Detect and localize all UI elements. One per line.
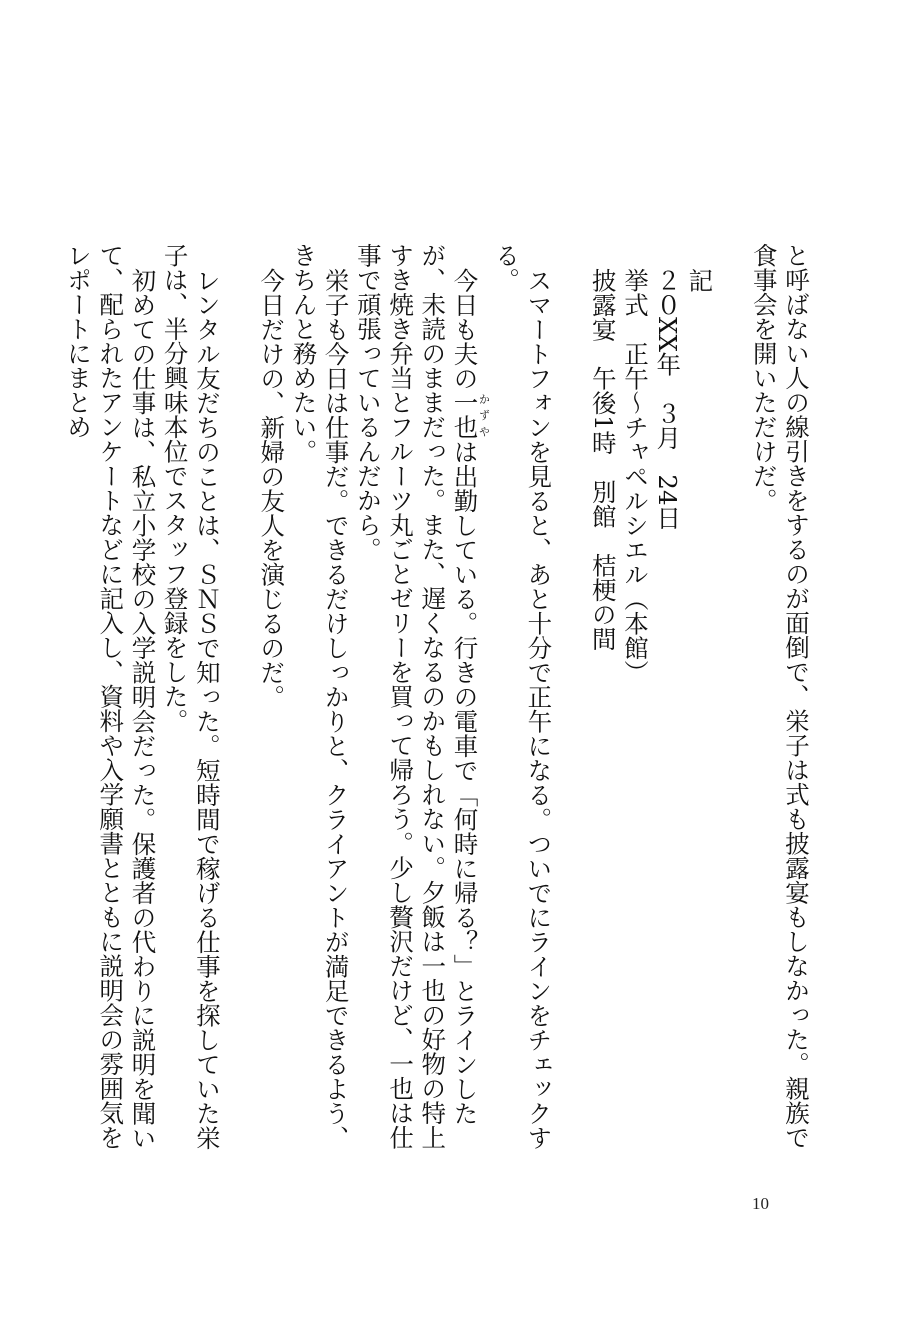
paragraph-work: 栄子も今日は仕事だ。できるだけしっかりと、クライアントが満足できるよう、きちんと務めたい。 <box>289 243 351 1150</box>
ruby-kazuya <box>450 390 491 439</box>
paragraph-rental-friend: レンタル友だちのことは、ＳＮＳで知った。短時間で稼げる仕事を探していた栄子は、半分興味本位でスタッフ登録をした。 <box>160 243 222 1150</box>
notice-ceremony: 挙式 正午〜チャペルシエル（本館） <box>620 267 650 684</box>
ruby-base: 一也 <box>450 390 480 439</box>
page-number: 10 <box>752 1194 769 1213</box>
notice-date: ２０XX年 ３月 24日 <box>653 267 683 530</box>
blank-line <box>554 243 586 1163</box>
paragraph-husband-before: 今日も夫の <box>450 267 480 390</box>
paragraph-first-job: 初めての仕事は、私立小学校の入学説明会だった。保護者の代わりに説明を聞いて、配られたアンケートなどに記入し、資料や入学願書とともに説明会の雰囲気をレポートにまとめ <box>64 243 158 1150</box>
paragraph-husband-after: は出勤している。行きの電車で「何時に帰る？」とラインしたが、未読のままだった。また、遅くなるのかもしれない。夕飯は一也の好物の特上すき焼き弁当とフルーツ丸ごとゼリーを買って帰ろう。少し贅沢だけど、一也は仕事で頑張っているんだから。 <box>353 243 480 1150</box>
notice-reception: 披露宴 午後1時 別館 桔梗の間 <box>588 267 618 651</box>
paragraph-continuation: と呼ばない人の線引きをするのが面倒で、栄子は式も披露宴もしなかった。親族で食事会を開いただけだ。 <box>749 243 811 1150</box>
blank-line <box>223 243 255 1163</box>
ruby-reading: かずや <box>477 390 491 439</box>
paragraph-smartphone: スマートフォンを見ると、あと十分で正午になる。ついでにラインをチェックする。 <box>492 243 554 1150</box>
paragraph-husband <box>352 243 490 1163</box>
vertical-text-body <box>62 243 812 1163</box>
notice-heading: 記 <box>685 267 715 292</box>
paragraph-bride-friend: 今日だけの、新婦の友人を演じるのだ。 <box>257 267 287 709</box>
blank-line <box>715 243 747 1163</box>
